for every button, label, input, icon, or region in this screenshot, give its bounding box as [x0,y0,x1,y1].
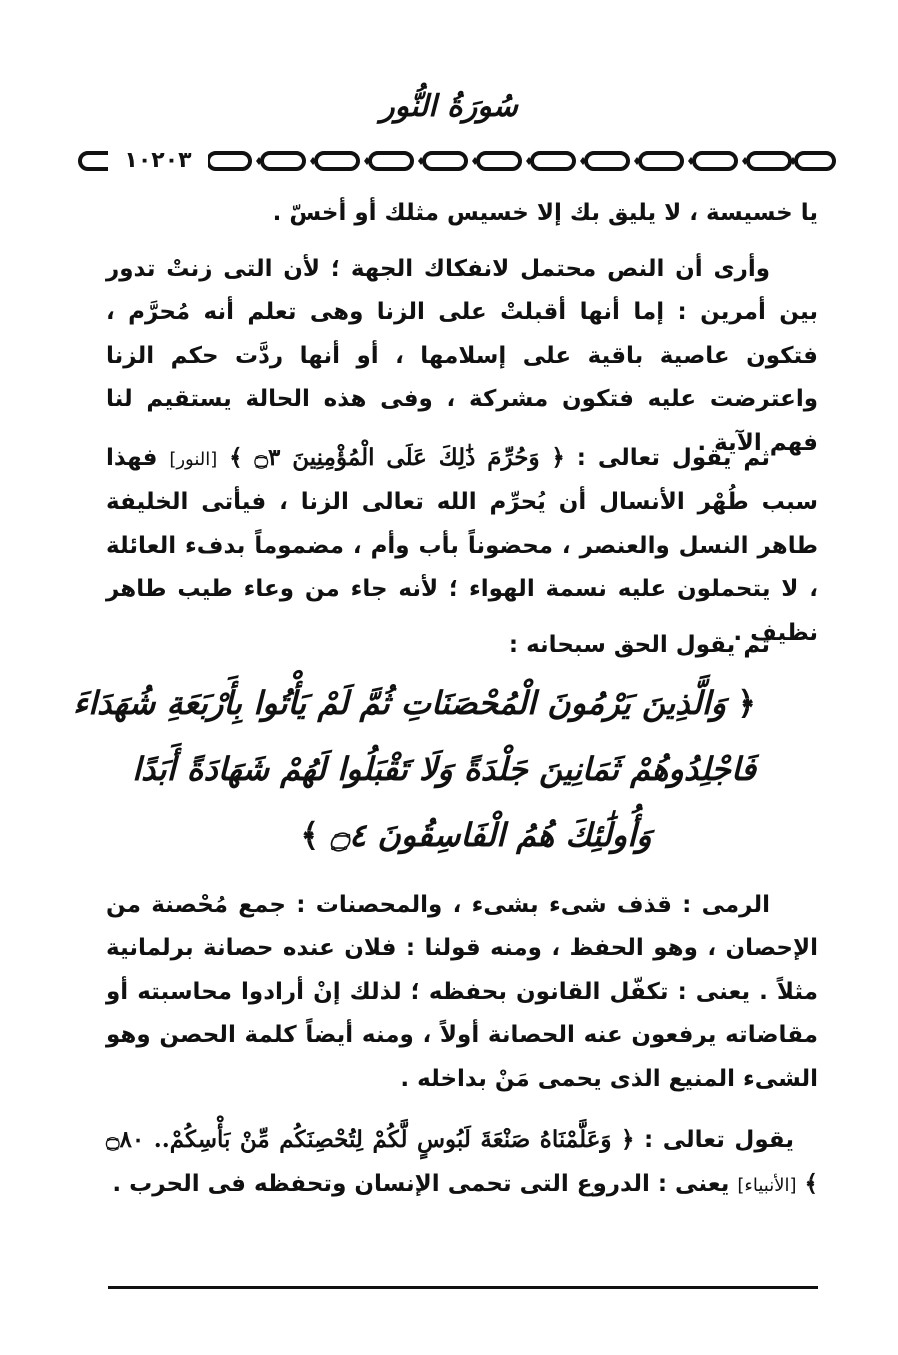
surah-reference-al-anbiya: [الأنبياء] [737,1175,797,1197]
paragraph-5-text: الرمى : قذف شىء بشىء ، والمحصنات : جمع مُحْصنة من الإحصان ، وهو الحفظ ، ومنه قولنا : فلان عنده حصانة برلمانية مثلاً . يعنى : تكفّل القانون بحفظه ؛ لذلك إنْ أرادوا محاسبته أو مقاضاته يرفعون عنه الحصانة أولاً ، ومنه أيضاً كلمة الحصن وهو الشىء المنيع الذى يحمى مَنْ بداخله . [106,892,818,1092]
verse-open-bracket: ﴿ [737,684,756,722]
paragraph-3-body: فهذا سبب طُهْر الأنسال أن يُحرِّم الله تعالى الزنا ، فيأتى الخليفة طاهر النسل والعنصر ، محضوناً بأب وأم ، مضموماً بدفء العائلة ، لا يتحملون عليه نسمة الهواء ؛ لأنه جاء من وعاء طيب طاهر نظيف . [106,445,818,646]
footer-rule [108,1286,818,1289]
quran-verse-block [73,670,756,868]
verse-line-3 [196,802,756,868]
paragraph-2 [106,248,818,465]
verse-line-2: فَاجْلِدُوهُمْ ثَمَانِينَ جَلْدَةً وَلَا تَقْبَلُوا لَهُمْ شَهَادَةً أَبَدًا [132,750,756,788]
verse-close-bracket: ﴾ [300,816,320,854]
verse-line-1-text: وَالَّذِينَ يَرْمُونَ الْمُحْصَنَاتِ ثُمَّ لَمْ يَأْتُوا بِأَرْبَعَةِ شُهَدَاءَ [73,684,727,722]
paragraph-6 [106,1118,818,1208]
paragraph-2-text: وأرى أن النص محتمل لانفكاك الجهة ؛ لأن التى زنتْ تدور بين أمرين : إما أنها أقبلتْ على الزنا وهى تعلم أنه مُحرَّم ، فتكون عاصية باقية على إسلامها ، أو أنها ردَّت حكم الزنا واعترضت عليه فتكون مشركة ، وفى هذه الحالة يستقيم لنا فهم الآية . [106,256,818,456]
paragraph-1 [106,192,818,235]
paragraph-6-body: يعنى : الدروع التى تحمى الإنسان وتحفظه فى الحرب . [112,1171,730,1198]
page-number: ١٠٢٠٣ [108,148,208,174]
paragraph-3-intro: ثم يقول تعالى : [576,445,771,471]
paragraph-4-text: ثم يقول الحق سبحانه : [508,632,770,658]
paragraph-6-text [106,1118,818,1208]
surah-title: سُورَةُ النُّور [380,89,518,124]
paragraph-6-intro: يقول تعالى : [644,1127,794,1153]
paragraph-3 [106,436,818,655]
paragraph-1-text: يا خسيسة ، لا يليق بك إلا خسيس مثلك أو أخسّ . [272,200,818,226]
verse-line-3-text: وَأُولَٰئِكَ هُمُ الْفَاسِقُونَ ۝٤ [330,816,652,854]
surah-reference-an-nur: [النور] [169,449,218,470]
quran-citation-al-anbiya-80: ﴿ وَعَلَّمْنَاهُ صَنْعَةَ لَبُوسٍ لَّكُمْ لِتُحْصِنَكُم مِّنْ بَأْسِكُمْ.. ۝٨٠ ﴾ [106,1126,818,1198]
paragraph-4 [106,624,818,667]
quran-citation-an-nur-3: ﴿ وَحُرِّمَ ذَٰلِكَ عَلَى الْمُؤْمِنِينَ ۝٣ ﴾ [229,444,565,471]
header-ornament-band [78,148,838,174]
paragraph-5 [106,884,818,1101]
paragraph-3-text [106,436,818,655]
verse-line-1 [73,670,756,736]
